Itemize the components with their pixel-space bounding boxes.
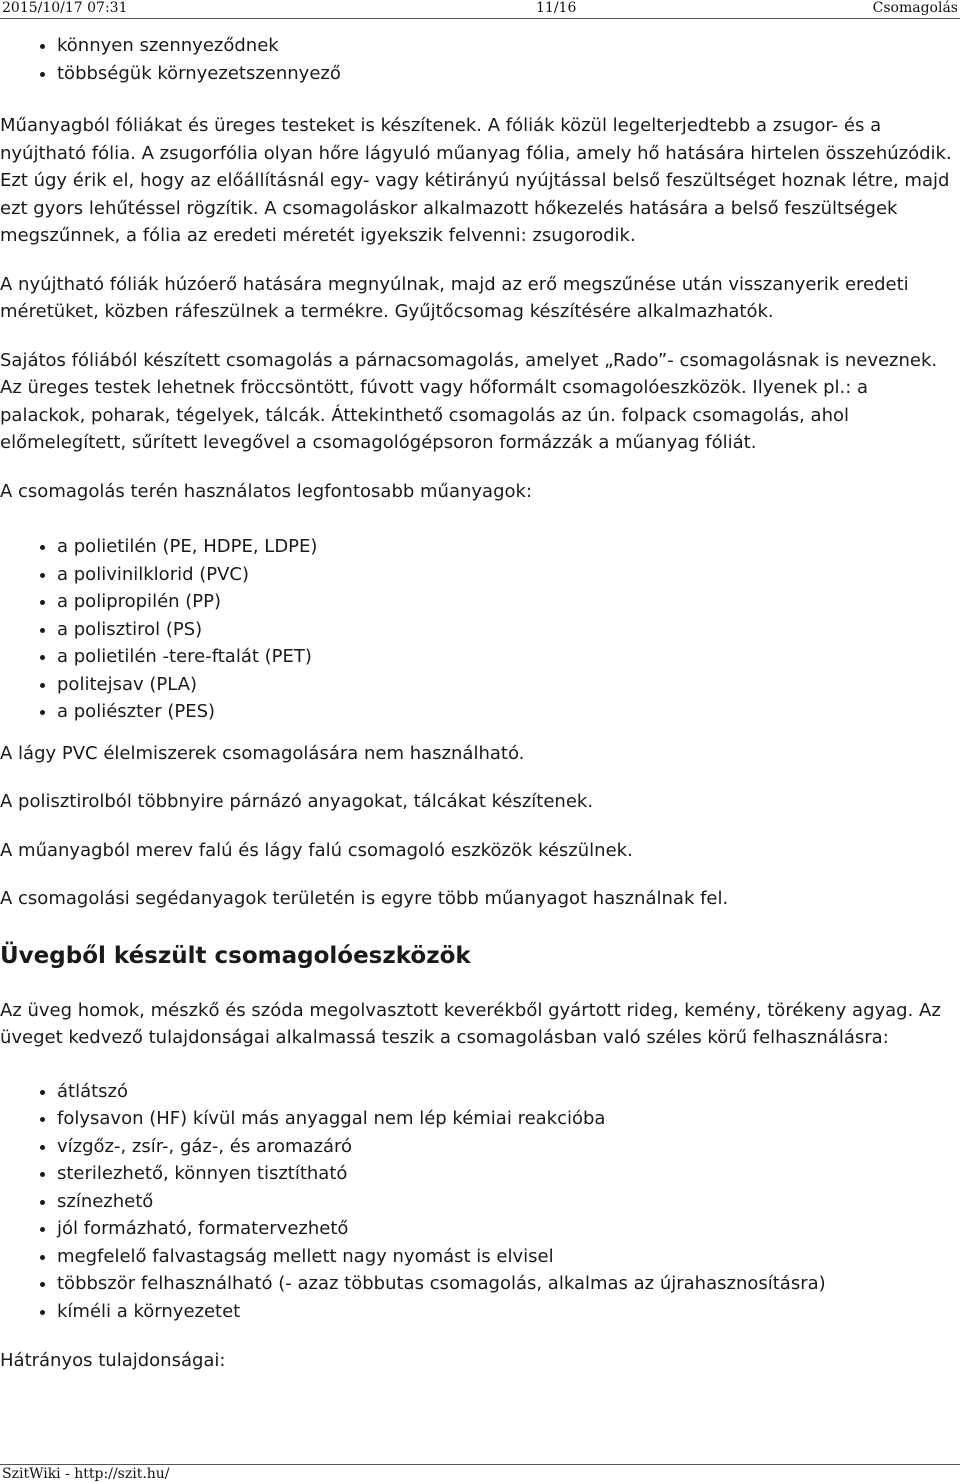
document-title: Csomagolás — [872, 0, 958, 16]
document-body — [0, 32, 958, 1396]
paragraph-foils-shrink: Műanyagból fóliákat és üreges testeket is készítenek. A fóliák közül legelterjedtebb a zsugor- és a nyújtható fólia. A zsugorfólia olyan hőre lágyuló műanyag fólia, amely hő hatására hirtelen összehúzódik. Ezt úgy érik el, hogy az előállításnál egy- vagy kétirányú nyújtással belső feszültséget hoznak létre, majd ezt gyors lehűtéssel rögzítik. A csomagoláskor alkalmazott hőkezelés hatására a belső feszültségek megszűnnek, a fólia az eredeti méretét igyekszik felvenni: zsugorodik. — [0, 115, 952, 246]
paragraph-pvc: A lágy PVC élelmiszerek csomagolására nem használható. — [0, 742, 525, 764]
plastics-list — [0, 533, 958, 726]
paragraph-rigid-soft: A műanyagból merev falú és lágy falú csomagoló eszközök készülnek. — [0, 839, 633, 861]
page-footer — [0, 1464, 960, 1482]
paragraph-disadvantages: Hátrányos tulajdonságai: — [0, 1350, 226, 1371]
list-item: • folysavon (HF) kívül más anyaggal nem lép kémiai reakcióba — [57, 1105, 958, 1133]
page-header — [0, 0, 960, 19]
paragraph-foils-special: Sajátos fóliából készített csomagolás a párnacsomagolás, amelyet „Rado”- csomagolásnak is neveznek. Az üreges testek lehetnek fröccsöntött, fúvott vagy hőformált csomagolóeszközök. Ilyenek pl.: a palackok, poharak, tégelyek, tálcák. Áttekinthető csomagolás az ún. folpack csomagolás, ahol előmelegített, sűrített levegővel a csomagológépsoron formázzák a műanyag fóliát. — [0, 349, 938, 453]
paragraph-glass: Az üveg homok, mészkő és szóda megolvasztott keverékből gyártott rideg, kemény, törékeny agyag. Az üveget kedvező tulajdonságai alkalmassá teszik a csomagolásban való széles körű felhasználásra: — [0, 999, 941, 1048]
list-item: • könnyen szennyeződnek — [57, 32, 958, 60]
list-item: • a poliészter (PES) — [57, 698, 958, 726]
list-item: • a polipropilén (PP) — [57, 588, 958, 616]
footer-source: SzitWiki - http://szit.hu/ — [2, 1466, 170, 1482]
list-item: • sterilezhető, könnyen tisztítható — [57, 1160, 958, 1188]
list-item: • átlátszó — [57, 1078, 958, 1106]
list-item: • vízgőz-, zsír-, gáz-, és aromazáró — [57, 1133, 958, 1161]
page-number: 11/16 — [536, 0, 577, 16]
list-item: • a polietilén (PE, HDPE, LDPE) — [57, 533, 958, 561]
glass-properties-list — [0, 1078, 958, 1326]
list-item: • a polisztirol (PS) — [57, 616, 958, 644]
paragraph-polystyrene: A polisztirolból többnyire párnázó anyagokat, tálcákat készítenek. — [0, 791, 594, 812]
print-date: 2015/10/17 07:31 — [2, 0, 128, 16]
list-item: • kíméli a környezetet — [57, 1298, 958, 1326]
paragraph-foils-stretch: A nyújtható fóliák húzóerő hatására megnyúlnak, majd az erő megszűnése után visszanyerik eredeti méretüket, közben ráfeszülnek a termékre. Gyűjtőcsomag készítésére alkalmazhatók. — [0, 273, 909, 322]
list-item: • a polivinilklorid (PVC) — [57, 561, 958, 589]
paragraph-plastics-intro: A csomagolás terén használatos legfontosabb műanyagok: — [0, 480, 533, 502]
list-item: • megfelelő falvastagság mellett nagy nyomást is elvisel — [57, 1243, 958, 1271]
list-item: • többségük környezetszennyező — [57, 60, 958, 88]
drawbacks-list — [0, 32, 958, 87]
list-item: • színezhető — [57, 1188, 958, 1216]
paragraph-auxiliary: A csomagolási segédanyagok területén is egyre több műanyagot használnak fel. — [0, 888, 729, 909]
section-heading-glass: Üvegből készült csomagolóeszközök — [0, 942, 471, 969]
list-item: • jól formázható, formatervezhető — [57, 1215, 958, 1243]
list-item: • a polietilén -tere-ftalát (PET) — [57, 643, 958, 671]
list-item: • politejsav (PLA) — [57, 671, 958, 699]
list-item: • többször felhasználható (- azaz többutas csomagolás, alkalmas az újrahasznosításra) — [57, 1270, 958, 1298]
